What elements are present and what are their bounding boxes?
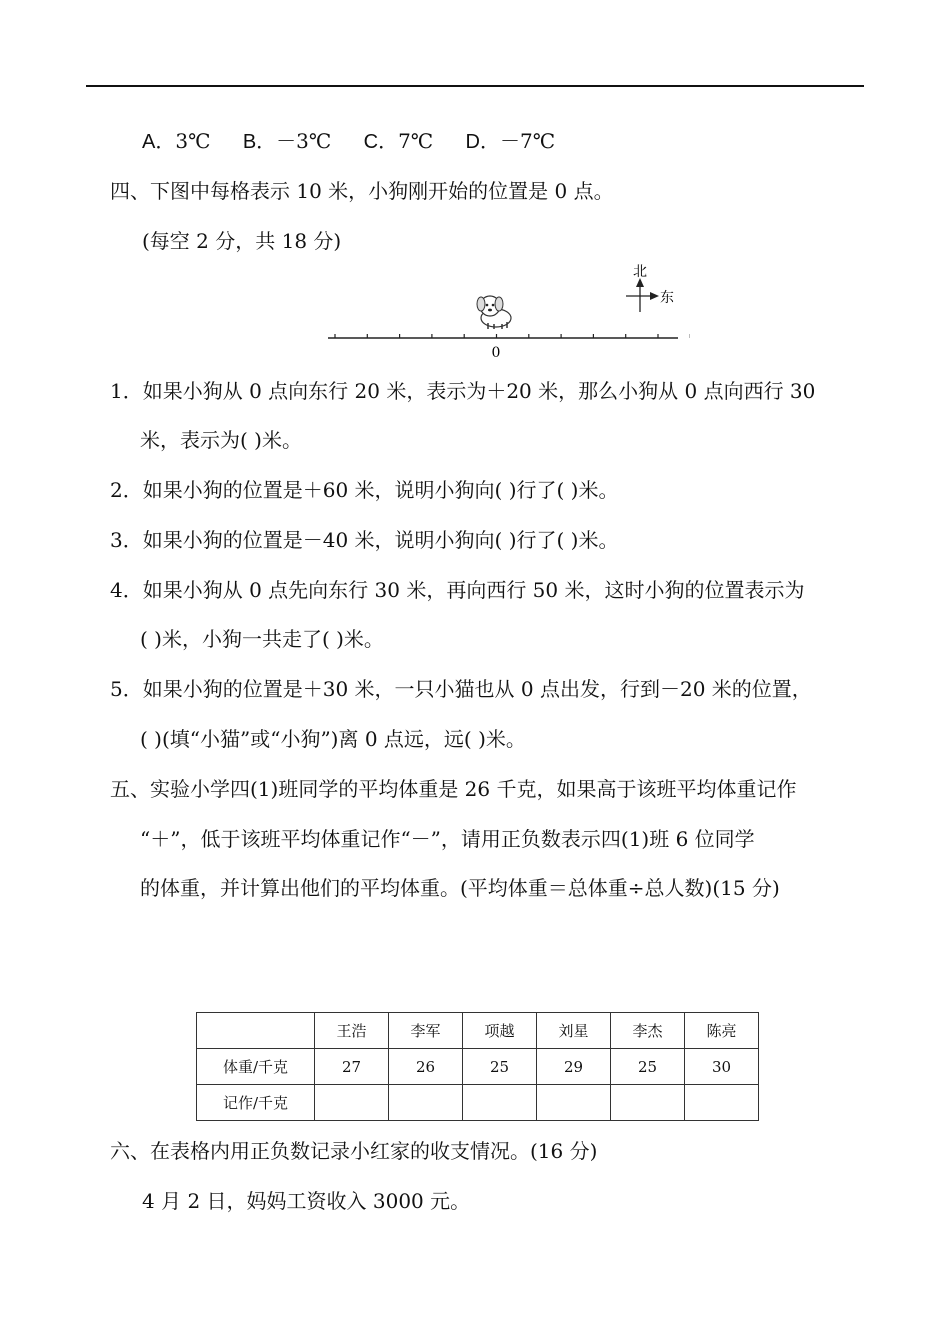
record-answer-cell[interactable] [611,1085,685,1121]
question-4-line1: 4．如果小狗从 0 点先向东行 30 米，再向西行 50 米，这时小狗的位置表示为 [110,578,805,602]
record-answer-cell[interactable] [389,1085,463,1121]
east-label: 东 [660,290,674,306]
section6-heading: 六、在表格内用正负数记录小红家的收支情况。(16 分) [110,1139,598,1163]
name-cell: 刘星 [537,1013,611,1049]
table-row-weight [197,1049,759,1085]
section6-line1: 4 月 2 日，妈妈工资收入 3000 元。 [142,1189,471,1213]
section4-heading: 四、下图中每格表示 10 米，小狗刚开始的位置是 0 点。 [110,179,614,203]
question-4-line2: ( )米，小狗一共走了( )米。 [140,627,384,651]
question-2: 2．如果小狗的位置是＋60 米，说明小狗向( )行了( )米。 [110,478,619,502]
weight-table [196,1012,759,1121]
name-cell: 李军 [389,1013,463,1049]
weight-cell: 29 [537,1049,611,1085]
choice-d-label: D． [465,131,500,153]
compass-icon [626,278,659,312]
section5-line1: 五、实验小学四(1)班同学的平均体重是 26 千克，如果高于该班平均体重记作 [110,777,797,801]
choice-b-label: B． [242,131,277,153]
question-3: 3．如果小狗的位置是－40 米，说明小狗向( )行了( )米。 [110,528,619,552]
weight-cell: 25 [611,1049,685,1085]
choice-b-value: －3℃ [276,129,332,153]
question-1-line2: 米，表示为( )米。 [140,428,302,452]
section5-line3: 的体重，并计算出他们的平均体重。(平均体重＝总体重÷总人数)(15 分) [140,876,780,900]
question-1-line1: 1．如果小狗从 0 点向东行 20 米，表示为＋20 米，那么小狗从 0 点向西行 30 [110,379,816,403]
table-corner-cell [197,1013,315,1049]
number-line-figure [320,258,690,362]
name-cell: 项越 [463,1013,537,1049]
table-header-row [197,1013,759,1049]
choice-c-value: 7℃ [398,129,434,153]
weight-cell: 25 [463,1049,537,1085]
table-row-record [197,1085,759,1121]
dog-icon [477,296,511,329]
weight-label-cell: 体重/千克 [197,1049,315,1085]
question-5-line1: 5．如果小狗的位置是＋30 米，一只小猫也从 0 点出发，行到－20 米的位置， [110,677,812,701]
name-cell: 李杰 [611,1013,685,1049]
record-label-cell: 记作/千克 [197,1085,315,1121]
section5-line2: “＋”，低于该班平均体重记作“－”，请用正负数表示四(1)班 6 位同学 [140,827,755,851]
choice-c-label: C． [363,131,399,153]
weight-cell: 26 [389,1049,463,1085]
record-answer-cell[interactable] [315,1085,389,1121]
choice-a-label: A． [142,131,176,153]
question-5-line2: ( )(填“小猫”或“小狗”)离 0 点远，远( )米。 [140,727,526,751]
name-cell: 陈亮 [685,1013,759,1049]
name-cell: 王浩 [315,1013,389,1049]
record-answer-cell[interactable] [463,1085,537,1121]
choice-row [142,129,555,154]
record-answer-cell[interactable] [685,1085,759,1121]
weight-cell: 27 [315,1049,389,1085]
top-rule [86,85,864,87]
weight-cell: 30 [685,1049,759,1085]
choice-d-value: －7℃ [500,129,556,153]
north-label: 北 [633,264,647,280]
section4-score: (每空 2 分，共 18 分) [142,229,342,253]
choice-a-value: 3℃ [175,129,211,153]
zero-label: 0 [491,345,501,361]
record-answer-cell[interactable] [537,1085,611,1121]
